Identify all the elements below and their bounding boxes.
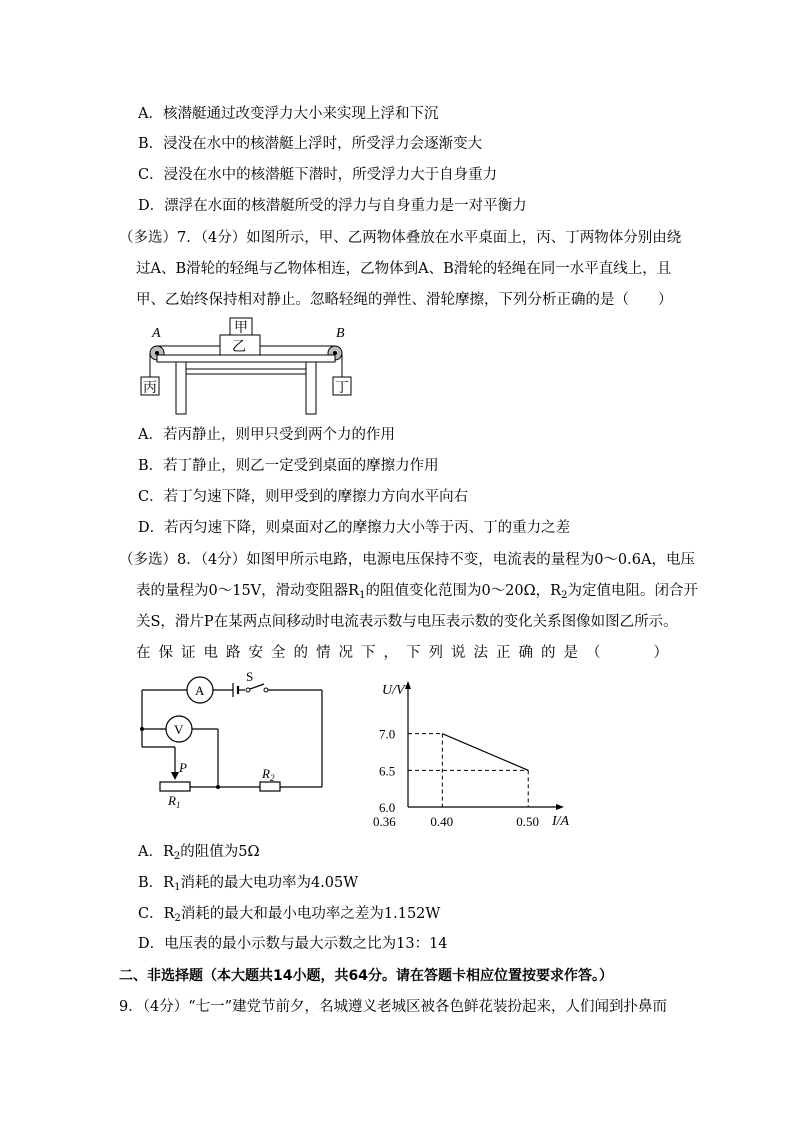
q6-option-b: B．浸没在水中的核潜艇上浮时，所受浮力会逐渐变大 [138,136,483,152]
q7-option-d: D．若丙匀速下降，则桌面对乙的摩擦力大小等于丙、丁的重力之差 [138,520,571,536]
table-top [157,355,335,362]
table-leg-left [176,362,186,414]
q8-stem-line-2: 表的量程为0～15V，滑动变阻器$R_1$的阻值变化范围为0～20Ω，$R_2$为定值电阻。闭合开 [136,583,698,601]
svg-text:R2: $R_2$ [262,766,275,783]
x-axis-label: I/A [552,814,570,829]
q8-stem-line-3: 关S，滑片P在某两点间移动时电流表示数与电压表示数的变化关系图像如图乙所示。 [136,614,678,630]
q6-option-d: D．漂浮在水面的核潜艇所受的浮力与自身重力是一对平衡力 [138,198,527,214]
q6-option-c: C．浸没在水中的核潜艇下潜时，所受浮力大于自身重力 [138,167,498,183]
switch [246,688,250,692]
q7-option-a: A．若丙静止，则甲只受到两个力的作用 [138,427,395,443]
q8-ui-graph [368,676,570,836]
q7-stem-line-2: 过A、B滑轮的轻绳与乙物体相连，乙物体到A、B滑轮的轻绳在同一水平直线上，且 [136,261,672,277]
svg-text:V: V [174,722,184,737]
svg-text:S: S [246,669,254,684]
q8-circuit-diagram [138,669,328,812]
table-leg-right [306,362,316,414]
q7-option-c: C．若丁匀速下降，则甲受到的摩擦力方向水平向右 [138,489,469,505]
q7-table-pulley-figure [140,315,360,420]
y-axis-label: U/V [382,683,405,698]
q8-option-a: A．$R_2$的阻值为5Ω [138,844,260,862]
y-axis-arrow [405,681,411,689]
x-tick-label: 0.50 [516,814,539,829]
q8-stem-line-4: 在保证电路安全的情况下，下列说法正确的是（ ） [136,645,668,661]
q7-option-b: B．若丁静止，则乙一定受到桌面的摩擦力作用 [138,458,439,474]
x-tick-label: 0.40 [430,814,454,829]
q8-option-d: D．电压表的最小示数与最大示数之比为13：14 [138,936,448,952]
q9-stem-line-1: 9．（4分）“七一”建党节前夕，名城遵义老城区被各色鲜花装扮起来，人们闻到扑鼻而 [119,999,668,1015]
section-2-heading: 二、非选择题（本大题共14小题，共64分。请在答题卡相应位置按要求作答。） [119,968,613,984]
label-ding: 丁 [335,381,349,396]
svg-text:P: P [179,760,187,775]
svg-text:R1: $R_1$ [168,793,181,810]
label-a: A [152,326,161,341]
q7-stem-line-3: 甲、乙始终保持相对静止。忽略轻绳的弹性、滑轮摩擦，下列分析正确的是（ ） [136,292,673,308]
y-tick-label: 6.5 [379,763,396,779]
y-tick-label: 6.0 [379,800,396,815]
label-yi: 乙 [232,340,246,355]
table-crossbar [186,369,306,374]
resistor-r1 [160,782,190,791]
q6-option-a: A．核潜艇通过改变浮力大小来实现上浮和下沉 [138,106,439,122]
q8-option-b: B．$R_1$消耗的最大电功率为4.05W [138,875,359,893]
q8-stem-line-1: （多选）8．（4分）如图甲所示电路，电源电压保持不变，电流表的量程为0～0.6A，电压 [119,552,695,568]
svg-text:A: A [195,683,205,698]
series-line [442,734,528,771]
q7-stem-line-1: （多选）7．（4分）如图所示，甲、乙两物体叠放在水平桌面上，丙、丁两物体分别由绕 [119,230,682,246]
y-tick-label: 7.0 [379,726,396,742]
x-tick-label: 0.36 [373,814,396,829]
label-b: B [336,326,345,341]
label-bing: 丙 [143,381,157,396]
resistor-r2 [260,782,280,791]
q8-option-c: C．$R_2$消耗的最大和最小电功率之差为1.152W [138,906,441,924]
label-jia: 甲 [234,321,248,336]
x-axis-arrow [556,804,564,810]
